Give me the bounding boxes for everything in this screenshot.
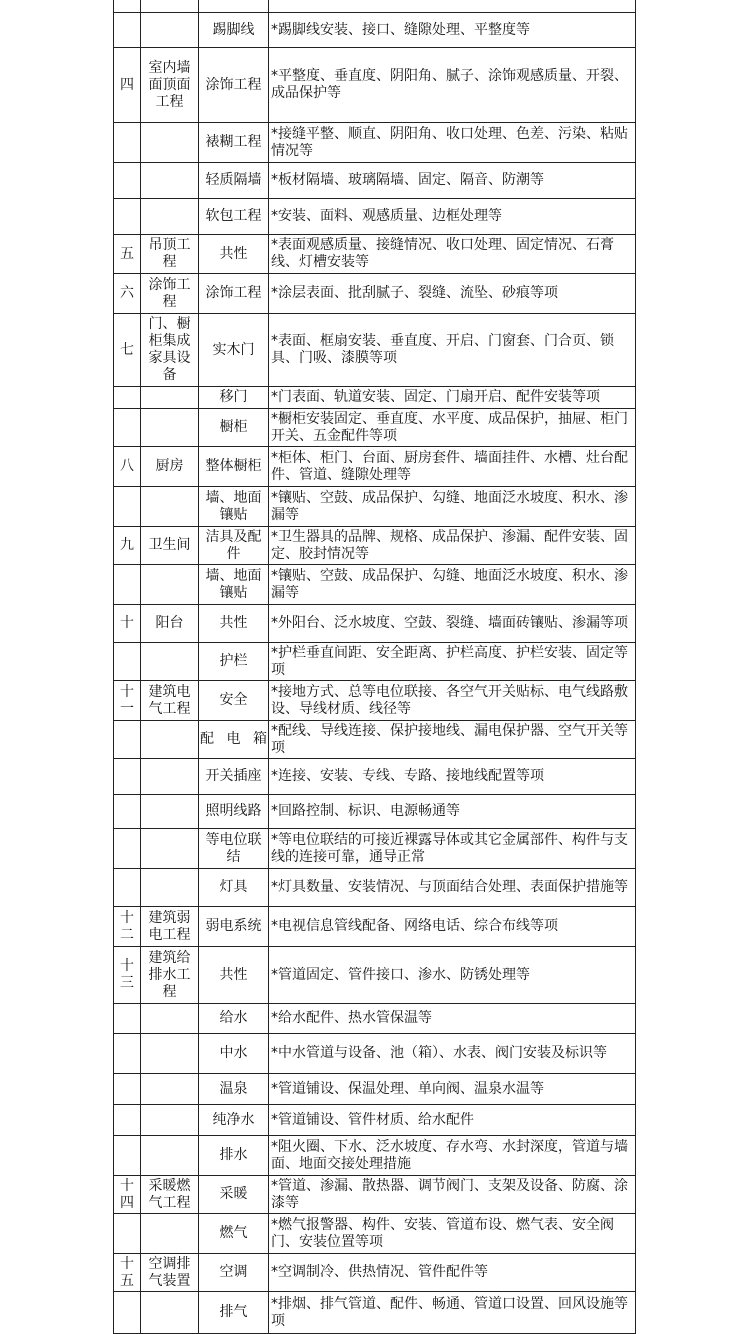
row-number: 五 — [114, 235, 141, 274]
table-row — [114, 235, 636, 274]
section-name: 吊顶工程 — [141, 235, 199, 274]
item-description: *排烟、排气管道、配件、畅通、管道口设置、回风设施等项 — [269, 1292, 636, 1334]
item-name: 给水 — [199, 1004, 269, 1034]
row-number — [114, 643, 141, 681]
table-row — [114, 1034, 636, 1074]
item-name: 墙、地面镶贴 — [199, 565, 269, 605]
row-number — [114, 795, 141, 829]
item-description: *表面、框扇安装、垂直度、开启、门窗套、门合页、锁具、门吸、漆膜等项 — [269, 314, 636, 387]
section-name — [141, 565, 199, 605]
item-name: 共性 — [199, 947, 269, 1004]
table-row — [114, 0, 636, 13]
section-name: 门、橱柜集成家具设备 — [141, 314, 199, 387]
item-name: 共性 — [199, 605, 269, 643]
section-name — [141, 487, 199, 527]
item-description: *连接、安装、专线、专路、接地线配置等项 — [269, 759, 636, 795]
item-name: 轻质隔墙 — [199, 163, 269, 199]
item-description: *管道固定、管件接口、渗水、防锈处理等 — [269, 947, 636, 1004]
item-name: 橱柜 — [199, 409, 269, 447]
table-body — [114, 0, 636, 1334]
table-row — [114, 869, 636, 907]
table-row — [114, 487, 636, 527]
section-name — [141, 1292, 199, 1334]
row-number: 六 — [114, 274, 141, 314]
item-name: 温泉 — [199, 1074, 269, 1105]
section-name — [141, 643, 199, 681]
item-description: *等电位联结的可接近裸露导体或其它金属部件、构件与支线的连接可靠，通导正常 — [269, 829, 636, 869]
item-name: 涂饰工程 — [199, 48, 269, 123]
item-name: 照明线路 — [199, 795, 269, 829]
item-name: 纯净水 — [199, 1105, 269, 1136]
table-row — [114, 199, 636, 235]
item-name — [199, 0, 269, 13]
row-number: 十 — [114, 605, 141, 643]
table-row — [114, 527, 636, 565]
item-name: 灯具 — [199, 869, 269, 907]
inspection-table — [113, 0, 636, 1334]
row-number — [114, 409, 141, 447]
table-row — [114, 721, 636, 759]
row-number: 七 — [114, 314, 141, 387]
item-description: *护栏垂直间距、安全距离、护栏高度、护栏安装、固定等项 — [269, 643, 636, 681]
item-description: *门表面、轨道安装、固定、门扇开启、配件安装等项 — [269, 387, 636, 409]
row-number — [114, 0, 141, 13]
table-row — [114, 759, 636, 795]
section-name — [141, 1074, 199, 1105]
item-description: *踢脚线安装、接口、缝隙处理、平整度等 — [269, 13, 636, 48]
table-row — [114, 1004, 636, 1034]
row-number — [114, 1074, 141, 1105]
item-description: *板材隔墙、玻璃隔墙、固定、隔音、防潮等 — [269, 163, 636, 199]
row-number: 四 — [114, 48, 141, 123]
row-number — [114, 1136, 141, 1176]
section-name: 涂饰工程 — [141, 274, 199, 314]
row-number — [114, 199, 141, 235]
item-description: *灯具数量、安装情况、与顶面结合处理、表面保护措施等 — [269, 869, 636, 907]
item-description: *平整度、垂直度、阴阳角、腻子、涂饰观感质量、开裂、成品保护等 — [269, 48, 636, 123]
item-description: *阻火圈、下水、泛水坡度、存水弯、水封深度，管道与墙面、地面交接处理措施 — [269, 1136, 636, 1176]
row-number — [114, 1034, 141, 1074]
table-row — [114, 1176, 636, 1214]
row-number — [114, 1105, 141, 1136]
table-row — [114, 447, 636, 487]
item-name: 排水 — [199, 1136, 269, 1176]
item-description: *柜体、柜门、台面、厨房套件、墙面挂件、水槽、灶台配件、管道、缝隙处理等 — [269, 447, 636, 487]
item-description: *安装、面料、观感质量、边框处理等 — [269, 199, 636, 235]
item-description: *外阳台、泛水坡度、空鼓、裂缝、墙面砖镶贴、渗漏等项 — [269, 605, 636, 643]
item-description: *涂层表面、批刮腻子、裂缝、流坠、砂痕等项 — [269, 274, 636, 314]
table-row — [114, 1254, 636, 1292]
section-name: 空调排气装置 — [141, 1254, 199, 1292]
item-description: *燃气报警器、构件、安装、管道布设、燃气表、安全阀门、安装位置等项 — [269, 1214, 636, 1254]
table-row — [114, 565, 636, 605]
section-name: 采暖燃气工程 — [141, 1176, 199, 1214]
table-row — [114, 409, 636, 447]
item-name: 洁具及配件 — [199, 527, 269, 565]
table-row — [114, 274, 636, 314]
item-description: *接地方式、总等电位联接、各空气开关贴标、电气线路敷设、导线材质、线径等 — [269, 681, 636, 721]
row-number: 十三 — [114, 947, 141, 1004]
row-number: 十一 — [114, 681, 141, 721]
row-number — [114, 1214, 141, 1254]
item-description: *配线、导线连接、保护接地线、漏电保护器、空气开关等项 — [269, 721, 636, 759]
item-name: 墙、地面镶贴 — [199, 487, 269, 527]
table-row — [114, 1214, 636, 1254]
row-number — [114, 1292, 141, 1334]
item-description — [269, 0, 636, 13]
table-row — [114, 1292, 636, 1334]
item-name: 实木门 — [199, 314, 269, 387]
table-row — [114, 947, 636, 1004]
item-description: *接缝平整、顺直、阴阳角、收口处理、色差、污染、粘贴情况等 — [269, 123, 636, 163]
table-row — [114, 13, 636, 48]
row-number — [114, 13, 141, 48]
item-description: *给水配件、热水管保温等 — [269, 1004, 636, 1034]
section-name: 建筑弱电工程 — [141, 907, 199, 947]
section-name — [141, 1136, 199, 1176]
item-description: *表面观感质量、接缝情况、收口处理、固定情况、石膏线、灯槽安装等 — [269, 235, 636, 274]
table-row — [114, 605, 636, 643]
table-row — [114, 643, 636, 681]
item-name: 整体橱柜 — [199, 447, 269, 487]
item-description: *镶贴、空鼓、成品保护、勾缝、地面泛水坡度、积水、渗漏等 — [269, 565, 636, 605]
row-number — [114, 487, 141, 527]
item-description: *镶贴、空鼓、成品保护、勾缝、地面泛水坡度、积水、渗漏等 — [269, 487, 636, 527]
row-number — [114, 829, 141, 869]
item-description: *中水管道与设备、池（箱）、水表、阀门安装及标识等 — [269, 1034, 636, 1074]
table-row — [114, 1105, 636, 1136]
item-name: 安全 — [199, 681, 269, 721]
section-name — [141, 199, 199, 235]
row-number — [114, 759, 141, 795]
section-name: 卫生间 — [141, 527, 199, 565]
item-name: 涂饰工程 — [199, 274, 269, 314]
item-description: *卫生器具的品牌、规格、成品保护、渗漏、配件安装、固定、胶封情况等 — [269, 527, 636, 565]
row-number: 九 — [114, 527, 141, 565]
table-row — [114, 314, 636, 387]
table-row — [114, 1136, 636, 1176]
row-number: 十五 — [114, 1254, 141, 1292]
item-description: *电视信息管线配备、网络电话、综合布线等项 — [269, 907, 636, 947]
section-name — [141, 869, 199, 907]
table-row — [114, 48, 636, 123]
item-name: 空调 — [199, 1254, 269, 1292]
item-name: 开关插座 — [199, 759, 269, 795]
item-name: 踢脚线 — [199, 13, 269, 48]
section-name: 厨房 — [141, 447, 199, 487]
row-number — [114, 123, 141, 163]
row-number — [114, 869, 141, 907]
row-number: 十四 — [114, 1176, 141, 1214]
table-row — [114, 907, 636, 947]
row-number — [114, 387, 141, 409]
section-name — [141, 1004, 199, 1034]
item-description: *管道铺设、保温处理、单向阀、温泉水温等 — [269, 1074, 636, 1105]
section-name — [141, 409, 199, 447]
row-number — [114, 721, 141, 759]
item-name: 裱糊工程 — [199, 123, 269, 163]
table-row — [114, 1074, 636, 1105]
section-name — [141, 829, 199, 869]
item-name: 采暖 — [199, 1176, 269, 1214]
section-name — [141, 721, 199, 759]
section-name — [141, 1105, 199, 1136]
item-description: *管道、渗漏、散热器、调节阀门、支架及设备、防腐、涂漆等 — [269, 1176, 636, 1214]
section-name — [141, 759, 199, 795]
row-number: 十二 — [114, 907, 141, 947]
row-number — [114, 163, 141, 199]
item-name: 护栏 — [199, 643, 269, 681]
table-row — [114, 163, 636, 199]
row-number — [114, 1004, 141, 1034]
section-name — [141, 1034, 199, 1074]
item-name: 中水 — [199, 1034, 269, 1074]
item-name: 等电位联结 — [199, 829, 269, 869]
section-name — [141, 1214, 199, 1254]
item-name: 软包工程 — [199, 199, 269, 235]
item-description: *橱柜安装固定、垂直度、水平度、成品保护，抽屉、柜门开关、五金配件等项 — [269, 409, 636, 447]
section-name: 室内墙面顶面工程 — [141, 48, 199, 123]
section-name — [141, 123, 199, 163]
section-name: 建筑给排水工程 — [141, 947, 199, 1004]
section-name: 阳台 — [141, 605, 199, 643]
section-name — [141, 163, 199, 199]
item-name: 燃气 — [199, 1214, 269, 1254]
row-number: 八 — [114, 447, 141, 487]
item-description: *空调制冷、供热情况、管件配件等 — [269, 1254, 636, 1292]
table-row — [114, 795, 636, 829]
item-name: 移门 — [199, 387, 269, 409]
item-name: 弱电系统 — [199, 907, 269, 947]
item-name: 排气 — [199, 1292, 269, 1334]
item-name: 配电箱 — [199, 721, 269, 759]
table-row — [114, 387, 636, 409]
item-name: 共性 — [199, 235, 269, 274]
row-number — [114, 565, 141, 605]
section-name — [141, 0, 199, 13]
table-row — [114, 681, 636, 721]
section-name — [141, 795, 199, 829]
table-row — [114, 829, 636, 869]
section-name: 建筑电气工程 — [141, 681, 199, 721]
item-description: *回路控制、标识、电源畅通等 — [269, 795, 636, 829]
table-row — [114, 123, 636, 163]
section-name — [141, 387, 199, 409]
item-description: *管道铺设、管件材质、给水配件 — [269, 1105, 636, 1136]
section-name — [141, 13, 199, 48]
